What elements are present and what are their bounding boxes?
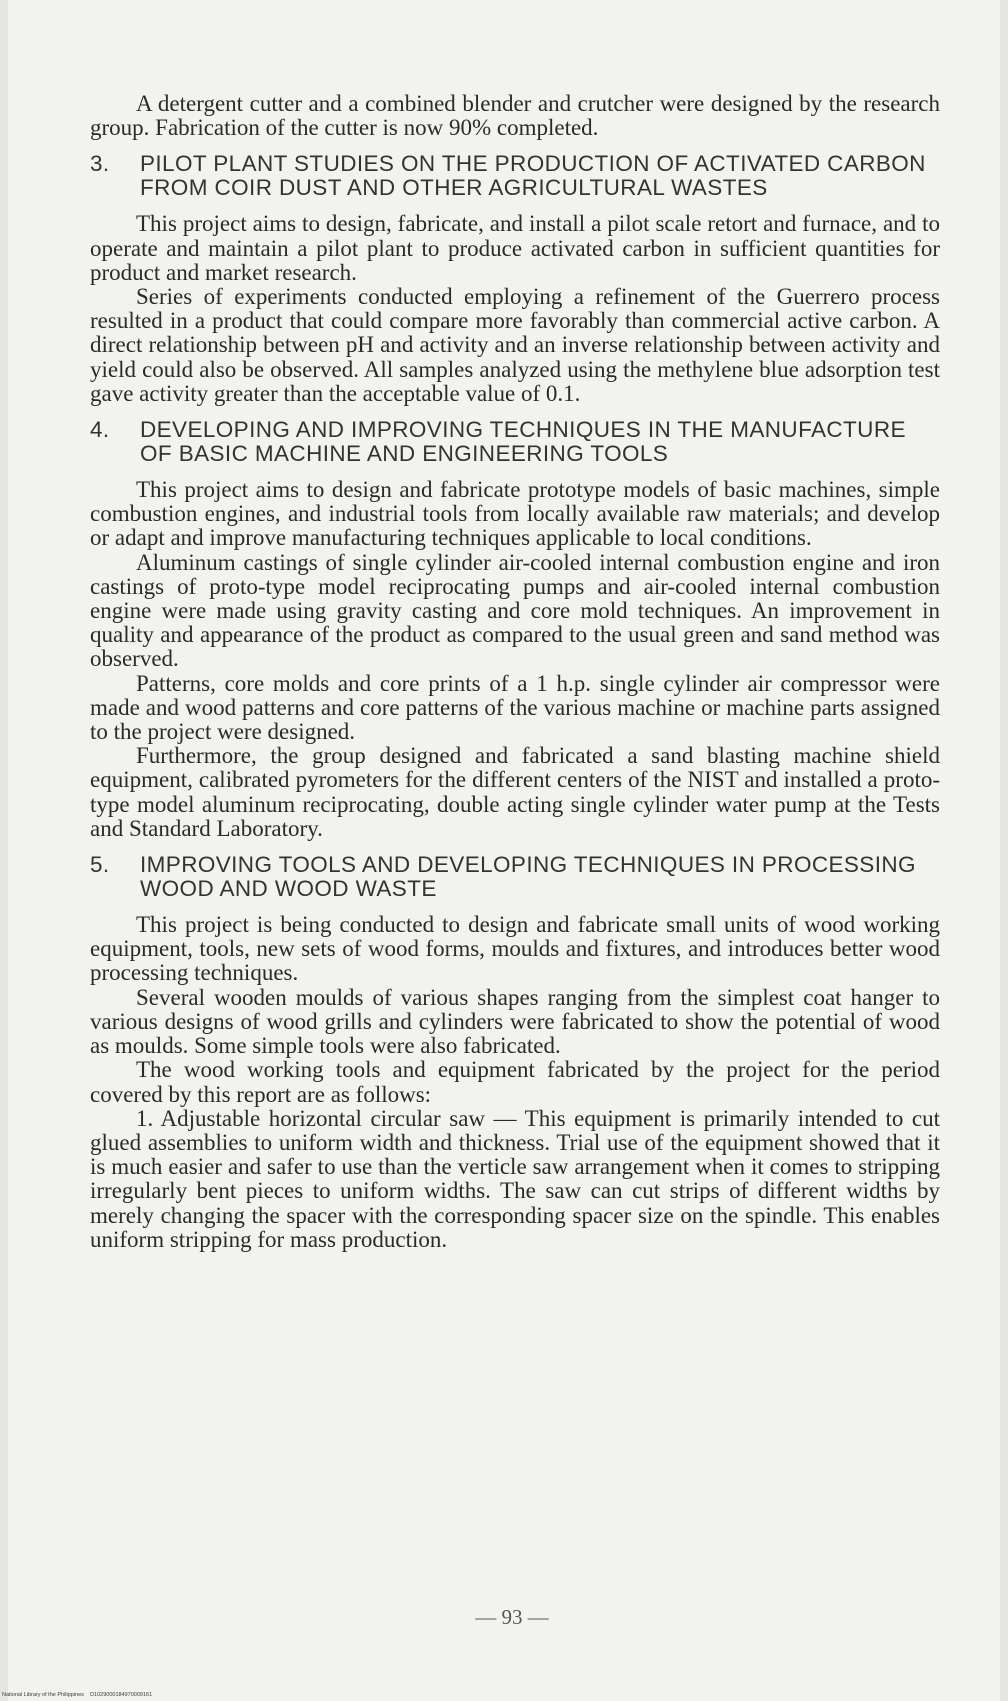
imprint-library: National Library of the Philippines xyxy=(2,1692,84,1698)
paragraph: This project aims to design, fabricate, and install a pilot scale retort and furnace, and to operate and maintain a pilot plant to produce activated carbon in sufficient quantities for product and market research. xyxy=(90,211,940,285)
page-number: — 93 — xyxy=(475,1605,549,1629)
section-title: PILOT PLANT STUDIES ON THE PRODUCTION OF ACTIVATED CARBON FROM COIR DUST AND OTHER AGRICULTURAL WASTES xyxy=(140,151,926,201)
paragraph: Aluminum castings of single cylinder air-cooled internal combustion engine and iron castings of proto-type model reciprocating pumps and air-cooled internal combustion engine were made using gravity casting and core mold techniques. An improvement in quality and appearance of the product as compared to the usual green and sand method was observed. xyxy=(90,549,940,672)
section-number: 3. xyxy=(90,151,110,177)
section-5-heading xyxy=(90,853,940,901)
paragraph: Series of experiments conducted employing a refinement of the Guerrero process resulted in a product that could compare more favorably than commercial active carbon. A direct relationship between pH and activity and an inverse relationship between activity and yield could also be observed. All samples analyzed using the methylene blue adsorption test gave activity greater than the acceptable value of 0.1. xyxy=(90,284,940,406)
paragraph: This project aims to design and fabricate prototype models of basic machines, simple combustion engines, and industrial tools from locally available raw materials; and develop or adapt and improve manufacturing techniques applicable to local conditions. xyxy=(90,477,940,551)
intro-paragraph: A detergent cutter and a combined blender and crutcher were designed by the research group. Fabrication of the cutter is now 90% completed. xyxy=(90,91,940,141)
paragraph: This project is being conducted to design and fabricate small units of wood working equipment, tools, new sets of wood forms, moulds and fixtures, and introduces better wood processing techniques. xyxy=(90,912,940,986)
section-number: 5. xyxy=(90,852,110,878)
paragraph: Furthermore, the group designed and fabricated a sand blasting machine shield equipment, calibrated pyrometers for the different centers of the NIST and installed a proto-type model aluminum reciprocating, double acting single cylinder water pump at the Tests and Standard Laboratory. xyxy=(90,743,940,841)
paragraph: The wood working tools and equipment fabricated by the project for the period covered by this report are as follows: xyxy=(90,1057,940,1107)
page-content xyxy=(90,92,940,1252)
paragraph: Several wooden moulds of various shapes ranging from the simplest coat hanger to various designs of wood grills and cylinders were fabricated to show the potential of wood as moulds. Some simple tools were also fabricated. xyxy=(90,984,940,1059)
paragraph: 1. Adjustable horizontal circular saw — This equipment is primarily intended to cut glued assemblies to uniform width and thickness. Trial use of the equipment showed that it is much easier and safer to use than the verticle saw arrangement when it comes to stripping irregularly bent pieces to uniform widths. The saw can cut strips of different widths by merely changing the spacer with the corresponding spacer size on the spindle. This enables uniform stripping for mass production. xyxy=(90,1105,940,1252)
section-4-heading xyxy=(90,418,940,466)
library-imprint xyxy=(2,1692,152,1698)
section-title: IMPROVING TOOLS AND DEVELOPING TECHNIQUES IN PROCESSING WOOD AND WOOD WASTE xyxy=(140,852,916,902)
imprint-code: D1029000184970009161 xyxy=(90,1692,153,1698)
section-title: DEVELOPING AND IMPROVING TECHNIQUES IN THE MANUFACTURE OF BASIC MACHINE AND ENGINEERING TOOLS xyxy=(140,417,906,467)
section-3-heading xyxy=(90,152,940,200)
paragraph: Patterns, core molds and core prints of a 1 h.p. single cylinder air compressor were made and wood patterns and core patterns of the various machine or machine parts assigned to the project were designed. xyxy=(90,670,940,745)
section-number: 4. xyxy=(90,417,110,443)
